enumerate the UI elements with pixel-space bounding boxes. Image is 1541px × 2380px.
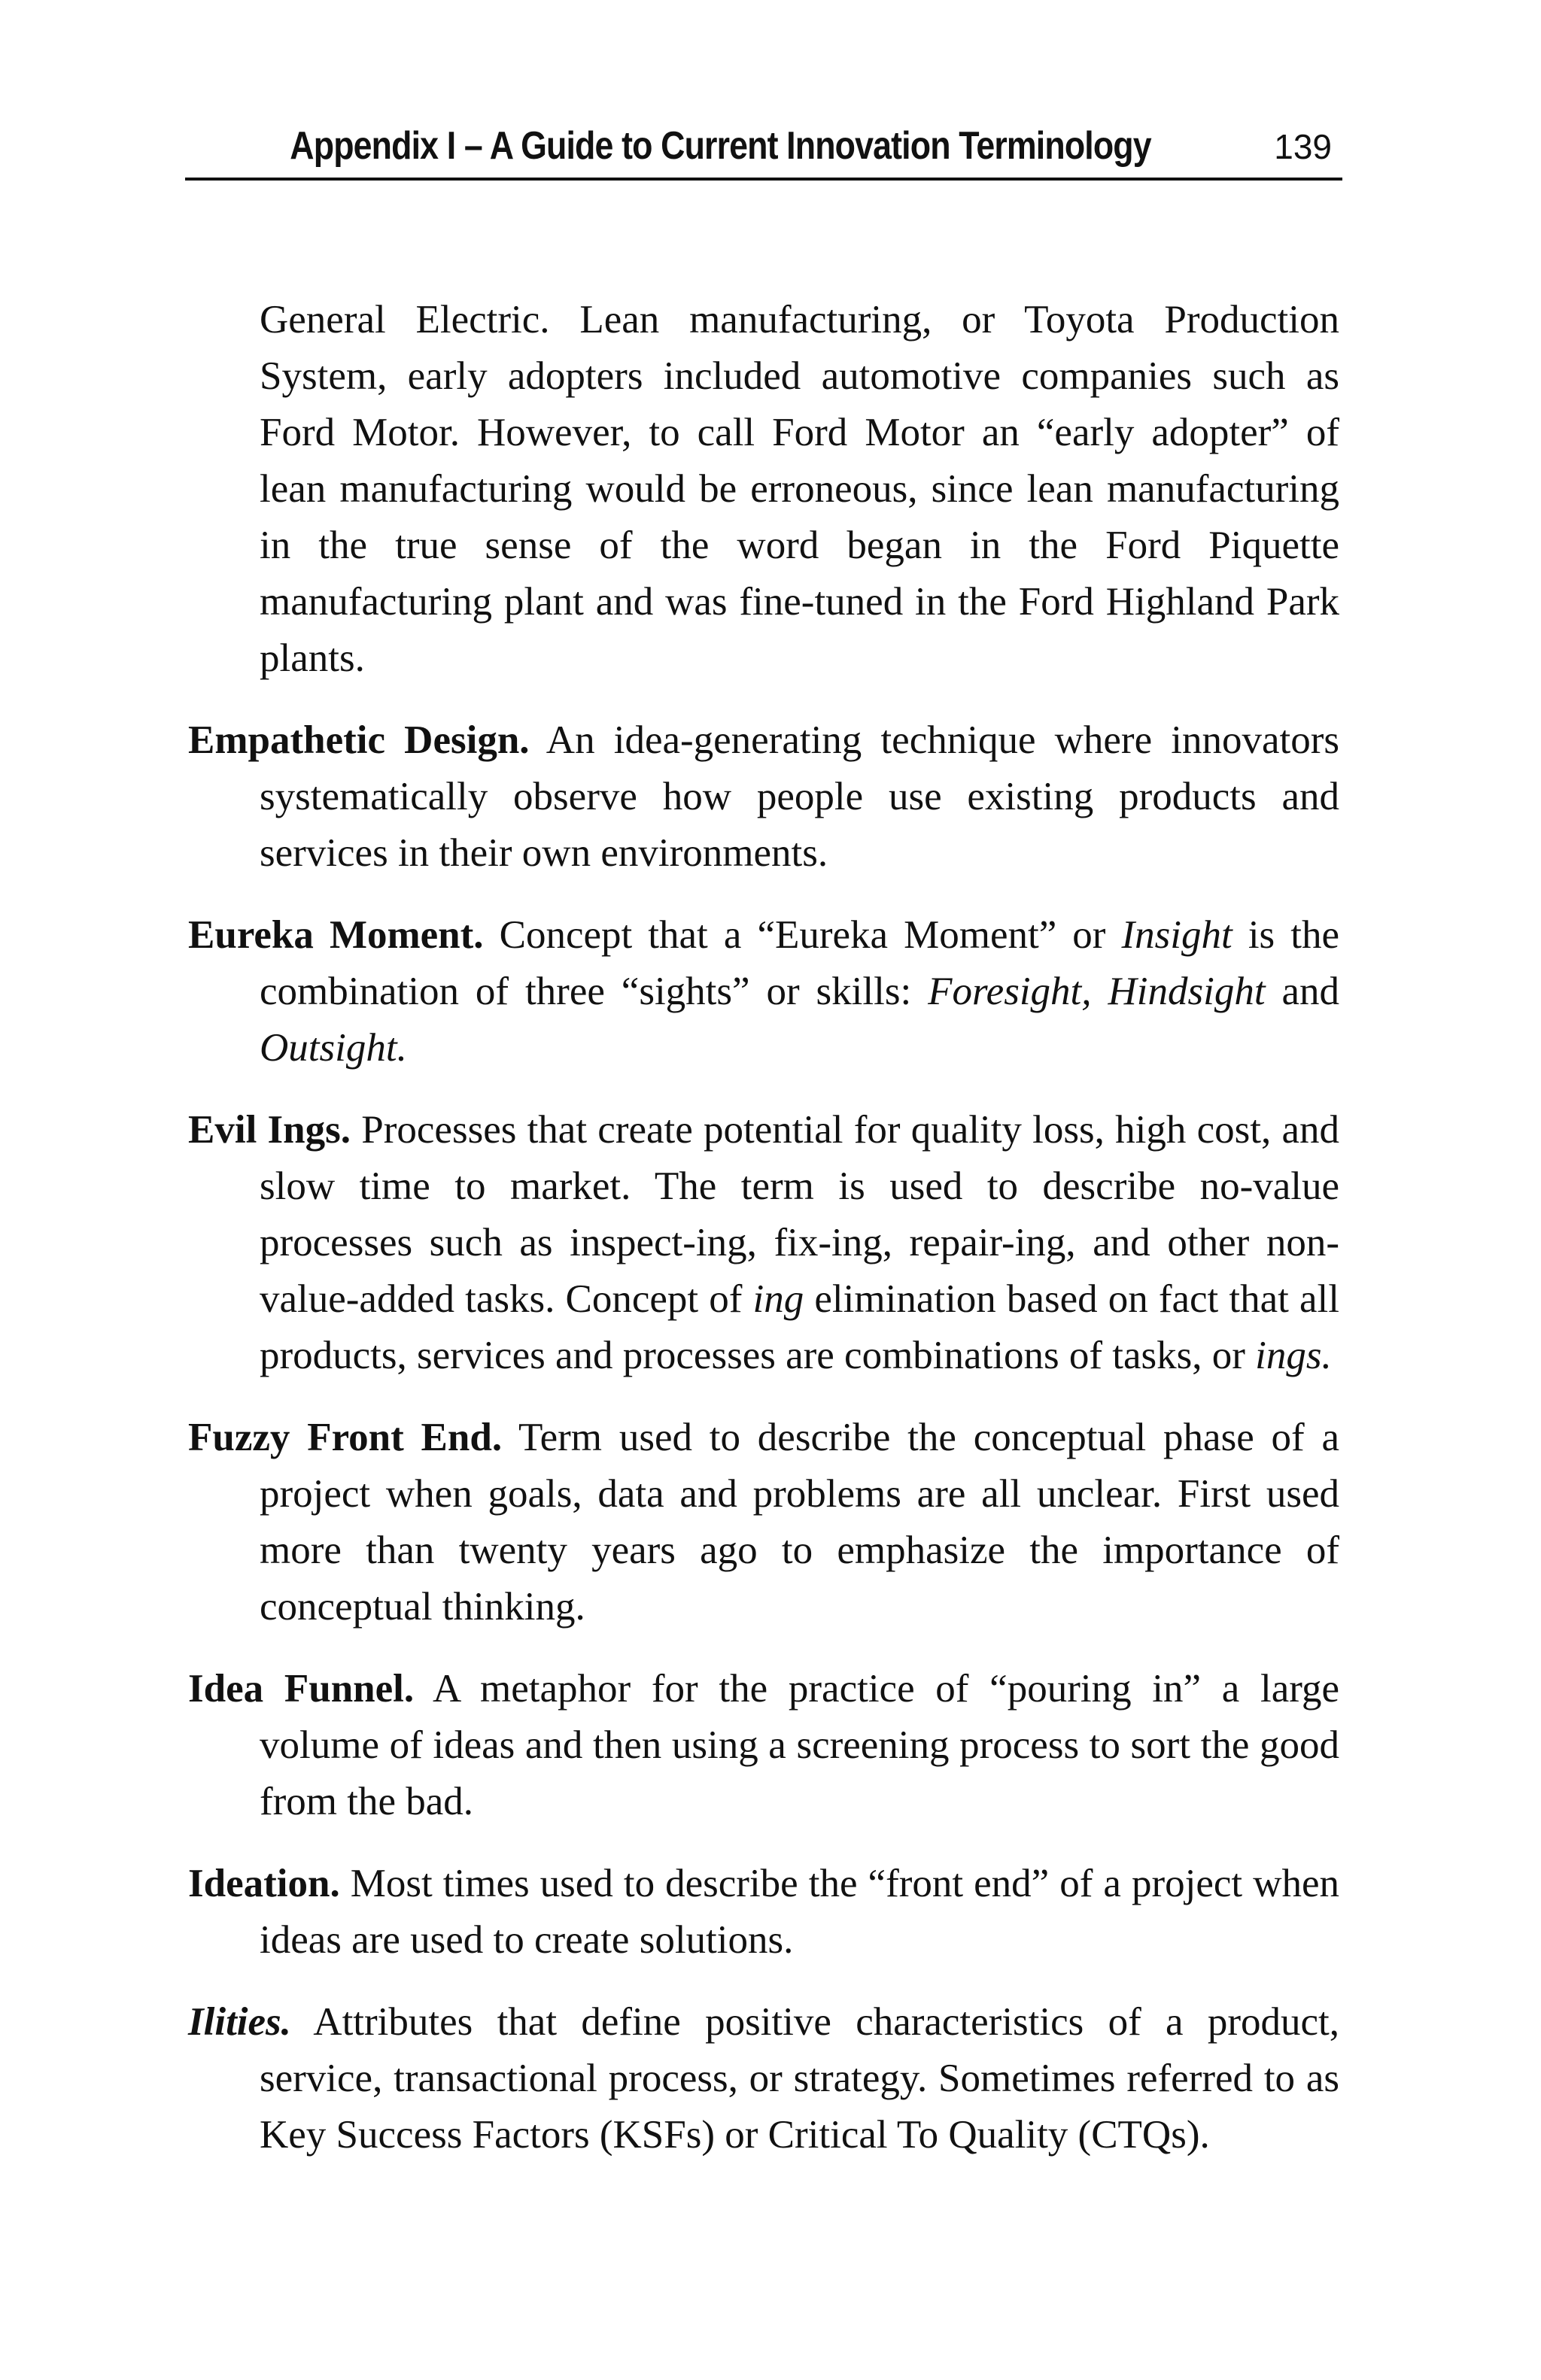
entry-idea-funnel xyxy=(188,1661,1339,1830)
italic-insight: Insight xyxy=(1121,913,1232,957)
italic-hindsight: Hindsight xyxy=(1108,970,1266,1013)
definition-ideation: Most times used to describe the “front end” of a project when ideas are used to create solutions. xyxy=(260,1862,1339,1962)
definition-idea-funnel: A metaphor for the practice of “pouring in” a large volume of ideas and then using a screening process to sort the good from the bad. xyxy=(260,1667,1339,1823)
entry-ideation xyxy=(188,1856,1339,1969)
italic-ings: ings. xyxy=(1255,1334,1332,1377)
entry-evil-ings xyxy=(188,1102,1339,1384)
definition-eureka-part-4: and xyxy=(1265,970,1339,1013)
running-title: Appendix I – A Guide to Current Innovation Terminology xyxy=(290,124,1151,168)
definition-eureka-part-1: Concept that a “Eureka Moment” or xyxy=(483,913,1122,957)
term-ideation: Ideation. xyxy=(188,1862,340,1905)
entry-eureka-moment xyxy=(188,907,1339,1076)
definition-ilities: Attributes that define positive characteristics of a product, service, transactional process, or strategy. Sometimes referred to as Key Success Factors (KSFs) or Critical To Quality (CTQs). xyxy=(260,2000,1339,2157)
page-body xyxy=(188,292,1339,2189)
entry-fuzzy-front-end xyxy=(188,1410,1339,1635)
term-empathetic-design: Empathetic Design. xyxy=(188,718,530,762)
entry-empathetic-design xyxy=(188,712,1339,882)
definition-eureka-part-2: is the combination of three “sights” or skills: xyxy=(260,913,1340,1013)
definition-empathetic-design: An idea-generating technique where innovators systematically observe how people use existing products and services in their own environments. xyxy=(260,718,1340,875)
italic-ing: ing xyxy=(752,1277,804,1321)
continuation-paragraph: General Electric. Lean manufacturing, or Toyota Production System, early adopters included automotive companies such as Ford Motor. However, to call Ford Motor an “early adopter” of lean manufacturing would be erroneous, since lean manufacturing in the true sense of the word began in the Ford Piquette manufacturing plant and was fine-tuned in the Ford Highland Park plants. xyxy=(260,298,1339,680)
term-eureka-moment: Eureka Moment. xyxy=(188,913,484,957)
definition-evil-part-2: elimination based on fact that all products, services and processes are combinations of tasks, or xyxy=(260,1277,1339,1377)
page-header xyxy=(185,120,1342,181)
entry-ilities xyxy=(188,1994,1339,2163)
term-ilities: Ilities. xyxy=(188,2000,291,2044)
term-evil-ings: Evil Ings. xyxy=(188,1108,351,1152)
definition-evil-part-1: Processes that create potential for quality loss, high cost, and slow time to market. The term is used to describe no-value processes such as inspect-ing, fix-ing, repair-ing, and other non-value-added tasks. Concept of xyxy=(260,1108,1339,1321)
definition-fuzzy-front-end: Term used to describe the conceptual phase of a project when goals, data and problems are all unclear. First used more than twenty years ago to emphasize the importance of conceptual thinking. xyxy=(260,1416,1339,1629)
term-fuzzy-front-end: Fuzzy Front End. xyxy=(188,1416,503,1459)
italic-foresight: Foresight, xyxy=(928,970,1092,1013)
term-idea-funnel: Idea Funnel. xyxy=(188,1667,415,1711)
definition-eureka-part-3 xyxy=(1092,970,1108,1013)
italic-outsight: Outsight. xyxy=(260,1026,407,1070)
page-number: 139 xyxy=(1274,127,1332,166)
